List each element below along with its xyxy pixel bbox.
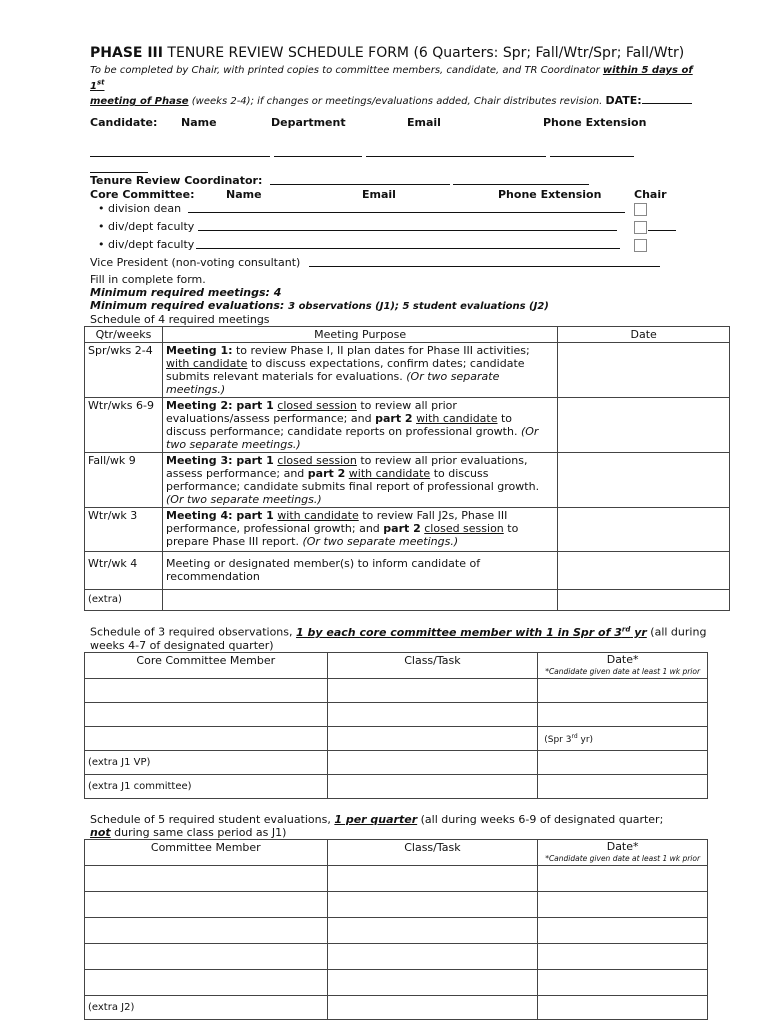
- candidate-fields: [90, 130, 710, 166]
- committee-chair-col: Chair: [634, 188, 667, 202]
- meetings-caption: Schedule of 4 required meetings: [90, 313, 270, 327]
- obs-extra-committee: (extra J1 committee): [85, 774, 328, 798]
- table-row: [85, 969, 708, 995]
- meeting-1-text: to review Phase I, II plan dates for Phase III activities;: [232, 344, 530, 358]
- table-row: [85, 917, 708, 943]
- meeting-5-date[interactable]: [558, 552, 730, 590]
- candidate-header: [90, 116, 710, 130]
- subtitle-phase: meeting of Phase: [90, 96, 189, 108]
- eval-5-member[interactable]: [85, 969, 328, 995]
- meeting-4-note: (Or two separate meetings.): [302, 535, 459, 549]
- eval-4-date[interactable]: [538, 943, 708, 969]
- candidate-dept-col: Department: [271, 116, 346, 130]
- table-row: [85, 750, 708, 774]
- obs-header-row: [85, 652, 708, 678]
- coordinator-email-field[interactable]: [453, 174, 589, 185]
- meeting-2-text-2: to discuss performance; candidate reports on professional growth.: [166, 412, 521, 439]
- min-evals-label: Minimum required evaluations:: [90, 299, 289, 313]
- evals-caption-text: Schedule of 5 required student evaluations,: [90, 812, 335, 826]
- eval-1-member[interactable]: [85, 865, 328, 891]
- meeting-3-text-2: to discuss performance; candidate submits final report of professional growth.: [166, 467, 540, 494]
- meeting-2-underline-2: with candidate: [416, 412, 498, 426]
- table-row: [85, 590, 730, 611]
- obs-extra-vp-class[interactable]: [327, 750, 538, 774]
- meeting-1-text-2: to discuss expectations, confirm dates; candidate submits relevant materials for evaluations.: [166, 357, 525, 384]
- obs-3-date[interactable]: [538, 726, 708, 750]
- chair-checkbox-dean[interactable]: [634, 203, 647, 216]
- meeting-1-date[interactable]: [558, 343, 730, 398]
- eval-3-date[interactable]: [538, 917, 708, 943]
- evals-caption-end: during same class period as J1): [110, 825, 287, 839]
- vp-field[interactable]: [309, 256, 660, 267]
- meeting-4-text-2: to prepare Phase III report.: [166, 522, 519, 549]
- table-row: [85, 995, 708, 1019]
- committee-faculty-1-field[interactable]: [198, 220, 617, 231]
- obs-3-class[interactable]: [327, 726, 538, 750]
- table-row: [85, 453, 730, 508]
- obs-extra-vp: (extra J1 VP): [85, 750, 328, 774]
- subtitle-text-2: (weeks 2-4); if changes or meetings/evaluations added, Chair distributes revision.: [188, 96, 603, 108]
- meeting-2-title: Meeting 2: part 1: [166, 399, 274, 413]
- obs-caption-yr: yr: [630, 625, 647, 639]
- meeting-1-purpose: [163, 343, 558, 398]
- meeting-4-underline: with candidate: [277, 509, 359, 523]
- date-field[interactable]: [642, 93, 692, 104]
- obs-caption-sup: rd: [621, 625, 631, 634]
- candidate-extra-field[interactable]: [90, 162, 148, 173]
- evals-date-note: *Candidate given date at least 1 wk prior: [545, 853, 701, 863]
- meeting-3-date[interactable]: [558, 453, 730, 508]
- obs-caption-text: Schedule of 3 required observations,: [90, 625, 297, 639]
- subtitle-deadline: within 5 days of 1: [90, 65, 693, 93]
- candidate-label: Candidate:: [90, 116, 158, 130]
- meetings-col-qtr: Qtr/weeks: [85, 327, 163, 343]
- obs-2-class[interactable]: [327, 702, 538, 726]
- meeting-3-part2: part 2: [307, 467, 346, 481]
- subtitle-text: To be completed by Chair, with printed copies to committee members, candidate, and TR Coordinator: [90, 65, 603, 76]
- obs-extra-vp-date[interactable]: [538, 750, 708, 774]
- table-row: [85, 702, 708, 726]
- eval-1-class[interactable]: [327, 865, 538, 891]
- meeting-4-underline-2: closed session: [424, 522, 504, 536]
- candidate-email-col: Email: [407, 116, 441, 130]
- meeting-2-qtr: Wtr/wks 6-9: [85, 398, 163, 453]
- meeting-4-text: to review Fall J2s, Phase III performance, professional growth; and: [166, 509, 508, 536]
- evals-caption-emphasis: 1 per quarter: [334, 812, 418, 826]
- evals-caption-not: not: [90, 825, 111, 839]
- candidate-phone-col: Phone Extension: [543, 116, 647, 130]
- obs-1-class[interactable]: [327, 678, 538, 702]
- meeting-3-text: to review all prior evaluations, assess performance; and: [166, 454, 528, 481]
- evals-col-date: [538, 839, 708, 865]
- eval-5-class[interactable]: [327, 969, 538, 995]
- meeting-2-part2: part 2: [375, 412, 413, 426]
- table-row: [85, 726, 708, 750]
- obs-date-label: Date*: [606, 652, 639, 666]
- eval-3-class[interactable]: [327, 917, 538, 943]
- meetings-header-row: [85, 327, 730, 343]
- chair-checkbox-faculty-2[interactable]: [634, 239, 647, 252]
- eval-4-member[interactable]: [85, 943, 328, 969]
- committee-row-faculty-2: [90, 238, 710, 256]
- vp-label: Vice President (non-voting consultant): [90, 256, 301, 270]
- table-row: [85, 398, 730, 453]
- meeting-3-title: Meeting 3: part 1: [166, 454, 274, 468]
- meeting-1-title: Meeting 1:: [166, 344, 233, 358]
- coordinator-name-field[interactable]: [270, 174, 450, 185]
- table-row: [85, 865, 708, 891]
- meetings-table: [84, 326, 730, 611]
- evals-date-label: Date*: [606, 839, 639, 853]
- eval-2-class[interactable]: [327, 891, 538, 917]
- candidate-phone-field[interactable]: [550, 146, 634, 157]
- obs-date-note: *Candidate given date at least 1 wk prior: [545, 666, 701, 676]
- meetings-col-purpose: Meeting Purpose: [163, 327, 558, 343]
- table-row: [85, 943, 708, 969]
- eval-4-class[interactable]: [327, 943, 538, 969]
- table-row: [85, 508, 730, 552]
- obs-spr-end: yr): [577, 734, 594, 745]
- meetings-col-date: Date: [558, 327, 730, 343]
- meeting-3-purpose: [163, 453, 558, 508]
- meeting-5-purpose: Meeting or designated member(s) to inform candidate of recommendation: [163, 552, 558, 590]
- meeting-1-qtr: Spr/wks 2-4: [85, 343, 163, 398]
- eval-1-date[interactable]: [538, 865, 708, 891]
- obs-spr-note: (Spr 3: [544, 734, 572, 745]
- eval-extra: (extra J2): [85, 995, 328, 1019]
- meeting-extra-date[interactable]: [558, 590, 730, 611]
- committee-label: Core Committee:: [90, 188, 195, 202]
- obs-2-member[interactable]: [85, 702, 328, 726]
- meeting-2-purpose: [163, 398, 558, 453]
- obs-1-date[interactable]: [538, 678, 708, 702]
- subtitle-sup: st: [96, 79, 105, 87]
- committee-email-col: Email: [362, 188, 396, 202]
- obs-extra-committee-class[interactable]: [327, 774, 538, 798]
- meeting-5-qtr: Wtr/wk 4: [85, 552, 163, 590]
- chair-checkbox-faculty-1[interactable]: [634, 221, 647, 234]
- eval-2-date[interactable]: [538, 891, 708, 917]
- table-row: [85, 343, 730, 398]
- meeting-1-note: (Or two separate meetings.): [166, 370, 500, 397]
- chair-line-faculty-1[interactable]: [648, 220, 676, 231]
- committee-header: [90, 188, 710, 202]
- table-row: [85, 678, 708, 702]
- date-label: DATE:: [605, 94, 642, 108]
- form-title: [90, 44, 710, 62]
- form-page: [90, 44, 710, 1020]
- evals-col-member: Committee Member: [85, 839, 328, 865]
- committee-role-faculty-2: • div/dept faculty: [98, 238, 195, 252]
- vp-row: [90, 256, 710, 273]
- meeting-1-underline: with candidate: [166, 357, 248, 371]
- meeting-2-text: to review all prior evaluations/assess performance; and: [166, 399, 457, 426]
- eval-extra-date[interactable]: [538, 995, 708, 1019]
- obs-spr-sup: rd: [571, 732, 578, 740]
- meeting-4-purpose: [163, 508, 558, 552]
- obs-3-member[interactable]: [85, 726, 328, 750]
- meeting-2-date[interactable]: [558, 398, 730, 453]
- obs-caption-emphasis: 1 by each core committee member with 1 in Spr of 3: [296, 625, 622, 639]
- meeting-4-part2: part 2: [383, 522, 421, 536]
- eval-5-date[interactable]: [538, 969, 708, 995]
- obs-col-member: Core Committee Member: [85, 652, 328, 678]
- candidate-email-field[interactable]: [366, 146, 546, 157]
- meeting-3-underline-2: with candidate: [348, 467, 431, 481]
- evals-table: [84, 839, 708, 1020]
- committee-phone-col: Phone Extension: [498, 188, 602, 202]
- eval-2-member[interactable]: [85, 891, 328, 917]
- committee-role-dean: • division dean: [98, 202, 182, 216]
- obs-extra-committee-date[interactable]: [538, 774, 708, 798]
- table-row: [85, 774, 708, 798]
- committee-row-dean: [90, 202, 710, 220]
- evals-col-class: Class/Task: [327, 839, 538, 865]
- meeting-4-title: Meeting 4: part 1: [166, 509, 274, 523]
- committee-dean-field[interactable]: [188, 202, 625, 213]
- eval-extra-class[interactable]: [327, 995, 538, 1019]
- title-text: TENURE REVIEW SCHEDULE FORM (6 Quarters: Spr; Fall/Wtr/Spr; Fall/Wtr): [162, 45, 685, 61]
- instruction-min-evals: [90, 299, 710, 313]
- evals-caption-rest: (all during weeks 6-9 of designated quarter;: [417, 812, 664, 826]
- committee-faculty-2-field[interactable]: [196, 238, 620, 249]
- candidate-name-field[interactable]: [90, 146, 270, 157]
- meeting-extra-qtr: (extra): [85, 590, 163, 611]
- min-evals-detail: 3 observations (J1); 5 student evaluations (J2): [288, 301, 549, 313]
- instruction-fill: Fill in complete form.: [90, 273, 206, 287]
- eval-3-member[interactable]: [85, 917, 328, 943]
- committee-name-col: Name: [226, 188, 262, 202]
- meeting-3-note: (Or two separate meetings.): [166, 493, 322, 507]
- obs-col-date: [538, 652, 708, 678]
- observations-caption: [90, 623, 710, 652]
- table-row: [85, 891, 708, 917]
- obs-1-member[interactable]: [85, 678, 328, 702]
- title-phase: PHASE III: [90, 45, 163, 61]
- candidate-dept-field[interactable]: [274, 146, 362, 157]
- meeting-3-underline: closed session: [277, 454, 357, 468]
- table-row: [85, 552, 730, 590]
- coordinator-row: [90, 174, 710, 188]
- candidate-name-col: Name: [181, 116, 217, 130]
- meeting-2-note: (Or two separate meetings.): [166, 425, 539, 452]
- obs-2-date[interactable]: [538, 702, 708, 726]
- obs-caption-rest: (all during weeks 4-7 of designated quarter): [90, 625, 707, 652]
- meeting-4-date[interactable]: [558, 508, 730, 552]
- coordinator-label: Tenure Review Coordinator:: [90, 174, 263, 188]
- observations-table: [84, 652, 708, 799]
- evals-header-row: [85, 839, 708, 865]
- meeting-extra-purpose[interactable]: [163, 590, 558, 611]
- obs-col-class: Class/Task: [327, 652, 538, 678]
- committee-row-faculty-1: [90, 220, 710, 238]
- committee-role-faculty-1: • div/dept faculty: [98, 220, 195, 234]
- meeting-2-underline: closed session: [277, 399, 357, 413]
- evals-caption: [90, 813, 710, 839]
- meeting-3-qtr: Fall/wk 9: [85, 453, 163, 508]
- form-subtitle: [90, 64, 710, 108]
- instruction-min-meetings: Minimum required meetings: 4: [90, 286, 282, 300]
- meeting-4-qtr: Wtr/wk 3: [85, 508, 163, 552]
